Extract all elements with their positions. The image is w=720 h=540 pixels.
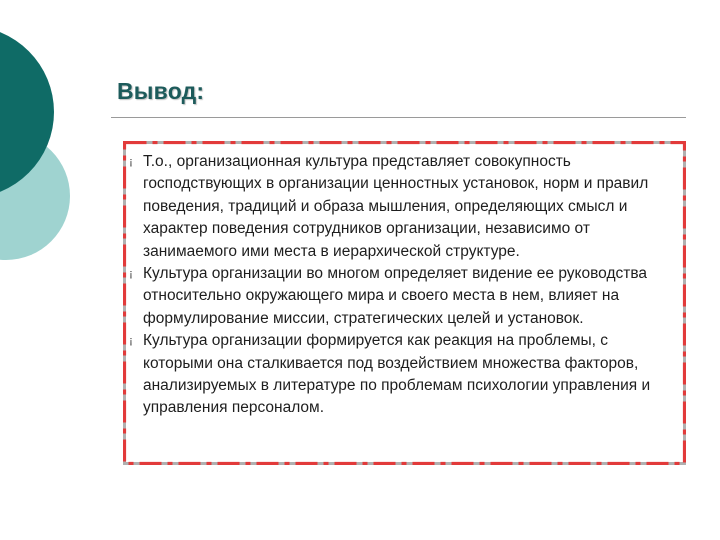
circle-bullet-icon: ¡ (129, 268, 133, 281)
bullet-text: Культура организации формируется как реакция на проблемы, с которыми она сталкивается под воздействием множества факторов, анализируемых в литературе по проблемам психологии управления и управления персоналом. (143, 332, 651, 417)
decorative-circles (0, 0, 120, 300)
title-divider (111, 117, 686, 118)
bullet-text: Культура организации во многом определяет видение ее руководства относительно окружающего мира и своего места в нем, влияет на формулирование миссии, стратегических целей и установок. (143, 265, 648, 327)
list-item (129, 151, 681, 263)
slide-title: Вывод: (117, 78, 205, 104)
content-frame (123, 141, 686, 465)
list-item (129, 330, 681, 420)
circle-bullet-icon: ¡ (129, 335, 133, 348)
list-item (129, 263, 681, 330)
bullet-list (129, 151, 681, 420)
bullet-text: Т.о., организационная культура представляет совокупность господствующих в организации ценностных установок, норм и правил поведения, традиций и образа мышления, определяющих смысл и характер поведения сотрудников организации, независимо от занимаемого ими места в иерархической структуре. (143, 153, 649, 260)
circle-bullet-icon: ¡ (129, 156, 133, 168)
